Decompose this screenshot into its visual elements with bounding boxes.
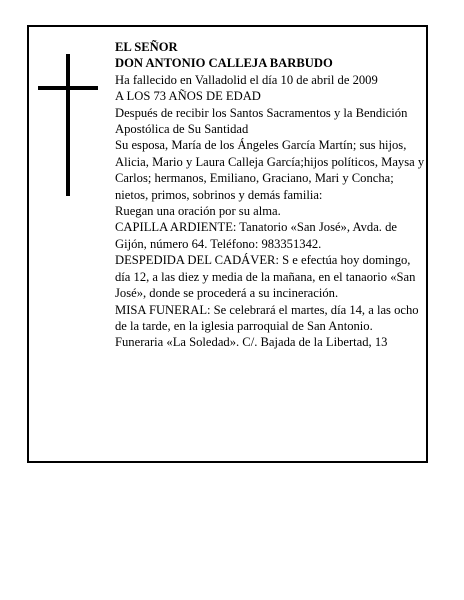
chapel-paragraph xyxy=(115,219,427,252)
chapel-text: Tanatorio «San José», Avda. de Gijón, número 64. Teléfono: 983351342. xyxy=(115,220,397,251)
mass-paragraph xyxy=(115,302,427,335)
cross-horizontal-bar xyxy=(38,86,98,90)
mass-text: Se celebrará el martes, día 14, a las ocho de la tarde, en la iglesia parroquial de San Antonio. xyxy=(115,302,419,333)
farewell-text: S e efectúa hoy domingo, día 12, a las diez y media de la mañana, en el tanaorio «San José», donde se procederá a su incineración. xyxy=(115,253,416,301)
notice-title-line1: EL SEÑOR xyxy=(115,40,178,54)
age-line: A LOS 73 AÑOS DE EDAD xyxy=(115,89,261,104)
notice-text xyxy=(115,39,427,351)
farewell-paragraph xyxy=(115,252,427,301)
prayer-line: Ruegan una oración por su alma. xyxy=(115,204,281,219)
deceased-name: DON ANTONIO CALLEJA BARBUDO xyxy=(115,56,333,71)
family-paragraph: Su esposa, María de los Ángeles García Martín; sus hijos, Alicia, Mario y Laura Calleja García;hijos políticos, Maysa y Carlos; hermanos, Emiliano, Graciano, Mari y Concha; nietos, primos, sobrinos y demás familia: xyxy=(115,138,425,202)
farewell-label: DESPEDIDA DEL CADÁVER: xyxy=(115,253,279,268)
cross-vertical-bar xyxy=(66,54,70,196)
funeral-home-line: Funeraria «La Soledad». C/. Bajada de la Libertad, 13 xyxy=(115,335,388,350)
sacraments-line: Después de recibir los Santos Sacramentos y la Bendición Apostólica de Su Santidad xyxy=(115,105,408,137)
death-line: Ha fallecido en Valladolid el día 10 de abril de 2009 xyxy=(115,72,378,87)
mass-label: MISA FUNERAL: xyxy=(115,302,211,317)
chapel-label: CAPILLA ARDIENTE: xyxy=(115,220,237,235)
